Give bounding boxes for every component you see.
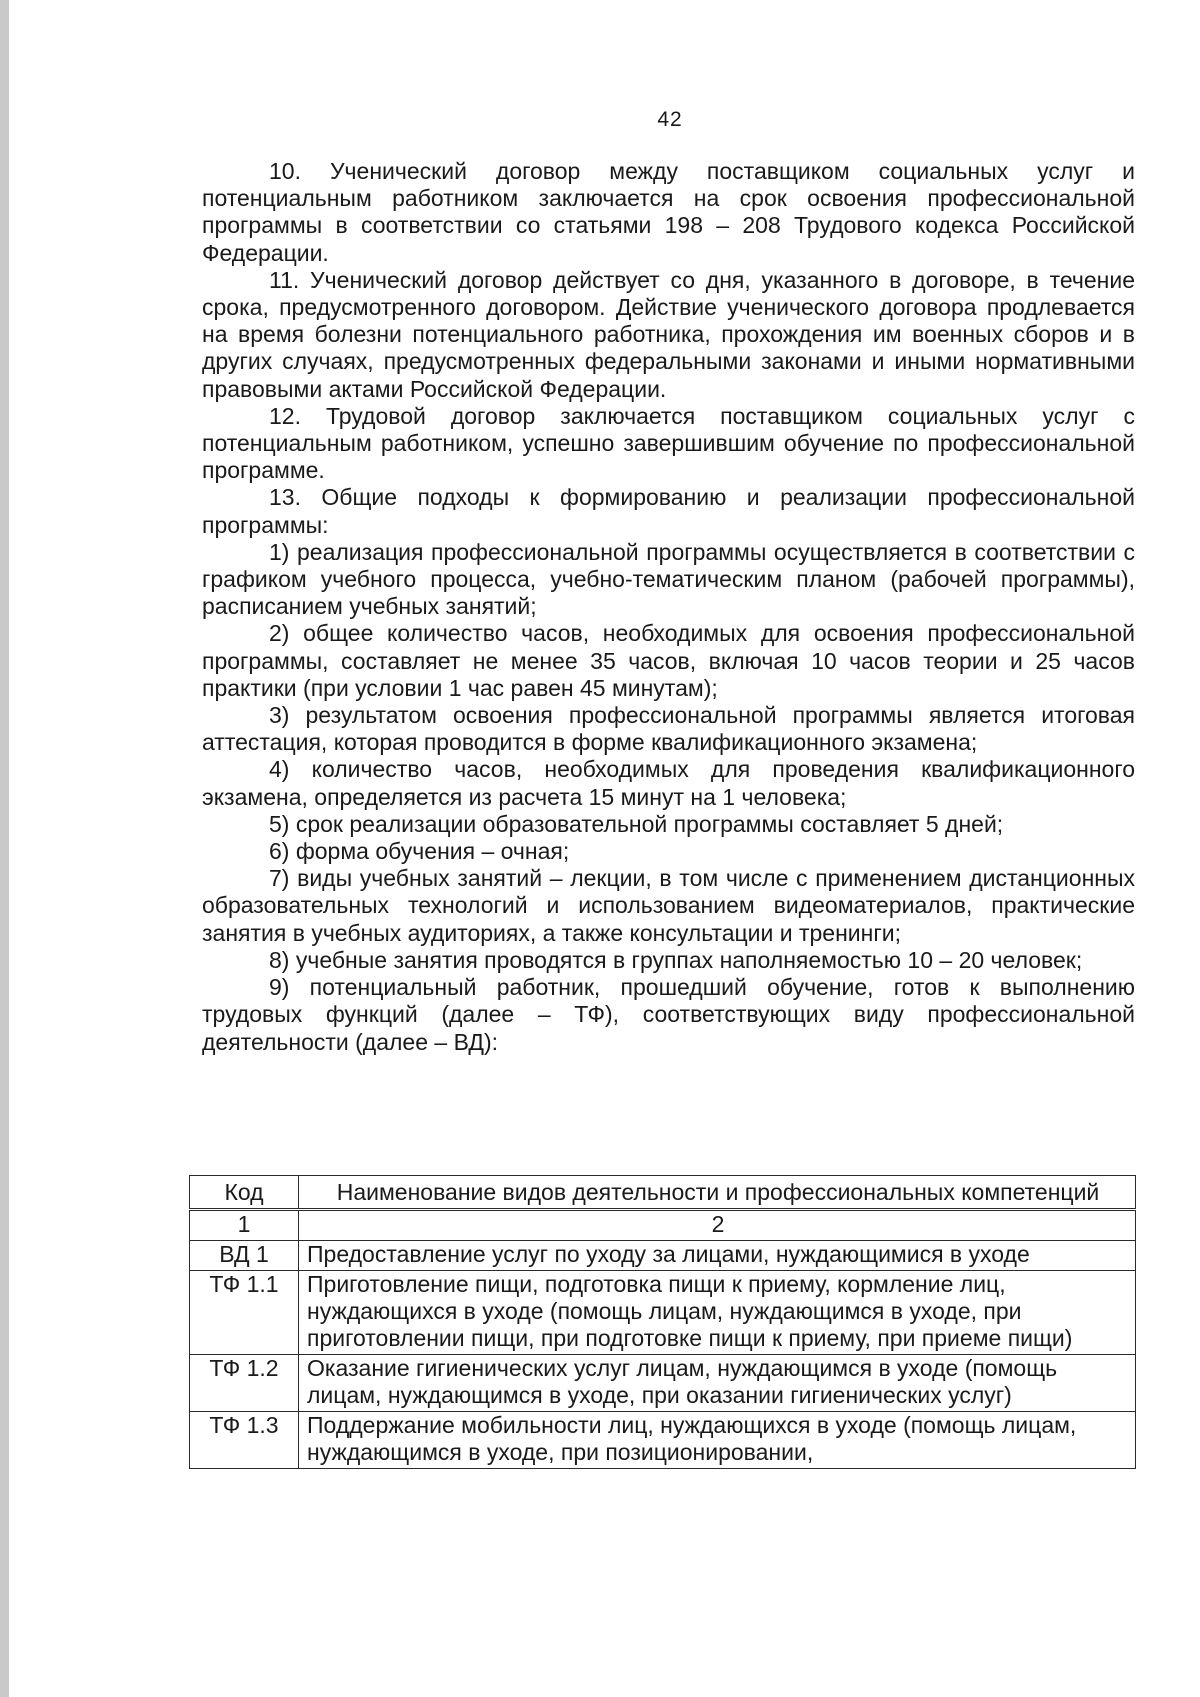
header-code: Код <box>190 1176 299 1210</box>
list-item-1: 1) реализация профессиональной программы осуществляется в соответствии с графиком учебного процесса, учебно-тематическим планом (рабочей программы), расписанием учебных занятий; <box>202 538 1135 620</box>
list-item-7: 7) виды учебных занятий – лекции, в том числе с применением дистанционных образовательных технологий и использованием видеоматериалов, практические занятия в учебных аудиториях, а также консультации и тренинги; <box>202 865 1135 946</box>
page-number: 42 <box>657 108 683 131</box>
list-item-9: 9) потенциальный работник, прошедший обучение, готов к выполнению трудовых функций (далее – ТФ), соответствующих виду профессиональной деятельности (далее – ВД): <box>202 974 1135 1055</box>
list-item-3: 3) результатом освоения профессиональной программы является итоговая аттестация, которая проводится в форме квалификационного экзамена; <box>202 702 1135 756</box>
list-item-6: 6) форма обучения – очная; <box>269 838 570 865</box>
table-header-row <box>190 1176 1136 1210</box>
table-column-number-row <box>190 1210 1136 1241</box>
document-body <box>202 158 1135 1056</box>
paragraph-13: 13. Общие подходы к формированию и реализации профессиональной программы: <box>202 484 1135 538</box>
row-name: Приготовление пищи, подготовка пищи к приему, кормление лиц, нуждающихся в уходе (помощь лицам, нуждающимся в уходе, при приготовлении пищи, при подготовке пищи к приему, при приеме пищи) <box>299 1271 1136 1355</box>
list-item-2: 2) общее количество часов, необходимых для освоения профессиональной программы, составляет не менее 35 часов, включая 10 часов теории и 25 часов практики (при условии 1 час равен 45 минутам); <box>202 620 1135 701</box>
table-row <box>190 1271 1136 1355</box>
paragraph-10: 10. Ученический договор между поставщиком социальных услуг и потенциальным работником заключается на срок освоения профессиональной программы в соответствии со статьями 198 – 208 Трудового кодекса Российской Федерации. <box>202 158 1135 266</box>
row-code: ТФ 1.2 <box>190 1355 299 1412</box>
paragraph-11: 11. Ученический договор действует со дня, указанного в договоре, в течение срока, предусмотренного договором. Действие ученического договора продлевается на время болезни потенциального работника, прохождения им военных сборов и в других случаях, предусмотренных федеральными законами и иными нормативными правовыми актами Российской Федерации. <box>202 266 1135 402</box>
paragraph-12: 12. Трудовой договор заключается поставщиком социальных услуг с потенциальным работником, успешно завершившим обучение по профессиональной программе. <box>202 402 1135 484</box>
header-name: Наименование видов деятельности и профессиональных компетенций <box>299 1176 1136 1210</box>
row-code: ТФ 1.1 <box>190 1271 299 1355</box>
row-name: Предоставление услуг по уходу за лицами, нуждающимися в уходе <box>299 1241 1136 1271</box>
list-item-5: 5) срок реализации образовательной программы составляет 5 дней; <box>269 810 1004 837</box>
scan-left-edge <box>0 0 9 1697</box>
table-row <box>190 1241 1136 1271</box>
list-item-8: 8) учебные занятия проводятся в группах наполняемостью 10 – 20 человек; <box>269 946 1083 973</box>
row-code: ВД 1 <box>190 1241 299 1271</box>
row-code: ТФ 1.3 <box>190 1412 299 1469</box>
competencies-table <box>189 1175 1136 1469</box>
column-number-1: 1 <box>190 1210 299 1241</box>
row-name: Поддержание мобильности лиц, нуждающихся в уходе (помощь лицам, нуждающимся в уходе, при позиционировании, <box>299 1412 1136 1469</box>
list-item-4: 4) количество часов, необходимых для проведения квалификационного экзамена, определяется из расчета 15 минут на 1 человека; <box>202 756 1135 810</box>
table-row <box>190 1412 1136 1469</box>
row-name: Оказание гигиенических услуг лицам, нуждающимся в уходе (помощь лицам, нуждающимся в уходе, при оказании гигиенических услуг) <box>299 1355 1136 1412</box>
column-number-2: 2 <box>299 1210 1136 1241</box>
table-row <box>190 1355 1136 1412</box>
